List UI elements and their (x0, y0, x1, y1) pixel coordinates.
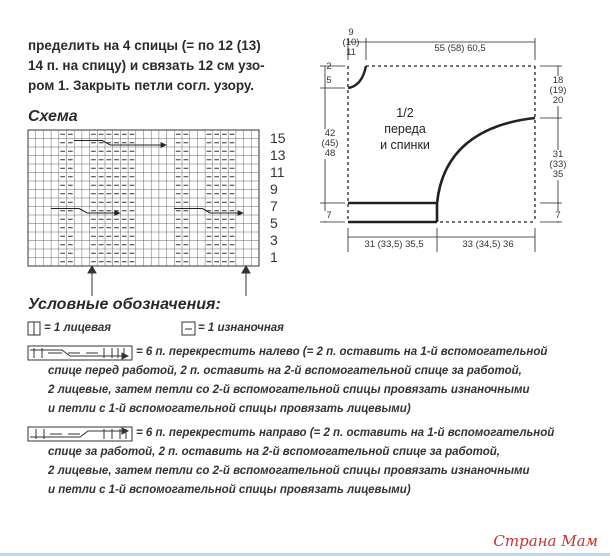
dim-value: 42 (324, 128, 336, 139)
dim-value: 20 (552, 95, 564, 106)
diagram-label-line: переда (384, 122, 426, 136)
intro-line: ром 1. Закрыть петли согл. узору. (28, 78, 254, 93)
intro-line: 14 п. на спицу) и связать 12 см узо- (28, 58, 265, 73)
legend-purl: = 1 изнаночная (198, 322, 284, 334)
row-number: 15 (270, 130, 286, 146)
legend-cross-left-line: 2 лицевые, затем петли со 2-й вспомогательной спицы провязать изнаночными (48, 384, 530, 396)
diagram-label-line: и спинки (380, 138, 430, 152)
row-number: 7 (270, 198, 278, 214)
legend-cross-right-line: и петли с 1-й вспомогательной спицы провязать лицевыми) (48, 484, 411, 496)
row-number: 5 (270, 215, 278, 231)
dim-value: 48 (324, 148, 336, 159)
dim-value: (19) (549, 85, 567, 96)
row-number: 1 (270, 249, 278, 265)
dim-value: (33) (549, 159, 567, 170)
dim-value: 18 (552, 75, 564, 86)
diagram-label-line: 1/2 (396, 106, 414, 120)
dim-value: 2 (326, 61, 332, 72)
dim-bottom-right: 33 (34,5) 36 (462, 239, 514, 250)
legend-cross-right-line: 2 лицевые, затем петли со 2-й вспомогательной спицы провязать изнаночными (48, 465, 530, 477)
dim-value: 31 (552, 149, 564, 160)
row-number: 13 (270, 147, 286, 163)
legend-cross-left-line: = 6 п. перекрестить налево (= 2 п. оставить на 1-й вспомогательной (136, 346, 548, 358)
row-number: 11 (270, 164, 285, 180)
legend-cross-left-line: спице перед работой, 2 п. оставить на 2-й вспомогательной спице за работой, (48, 365, 522, 377)
legend-cross-right-line: = 6 п. перекрестить направо (= 2 п. оставить на 1-й вспомогательной (136, 427, 555, 439)
watermark-logo: Страна Мам (493, 532, 598, 550)
dim-value: 5 (326, 75, 332, 86)
dim-value: (10) (342, 37, 360, 48)
intro-line: пределить на 4 спицы (= по 12 (13) (28, 38, 261, 53)
legend-title: Условные обозначения: (28, 296, 221, 313)
schema-title: Схема (28, 108, 78, 125)
legend-cross-right-line: спице за работой, 2 п. оставить на 2-й вспомогательной спице за работой, (48, 446, 500, 458)
row-number: 3 (270, 232, 278, 248)
dim-value: 35 (552, 169, 564, 180)
dim-top-width: 55 (58) 60,5 (434, 43, 486, 54)
dim-value: (45) (321, 138, 339, 149)
legend-cross-left-line: и петли с 1-й вспомогательной спицы провязать лицевыми) (48, 403, 411, 415)
dim-bottom-left: 31 (33,5) 35,5 (364, 239, 424, 250)
dim-right-bottom: 7 (546, 211, 570, 221)
dim-value: 9 (348, 27, 354, 38)
cross-left-symbol-icon (28, 346, 132, 360)
legend-knit: = 1 лицевая (44, 322, 112, 334)
dim-value: 11 (346, 47, 356, 58)
row-number: 9 (270, 181, 278, 197)
dim-left-bottom: 7 (322, 211, 336, 221)
cross-right-symbol-icon (28, 427, 132, 441)
